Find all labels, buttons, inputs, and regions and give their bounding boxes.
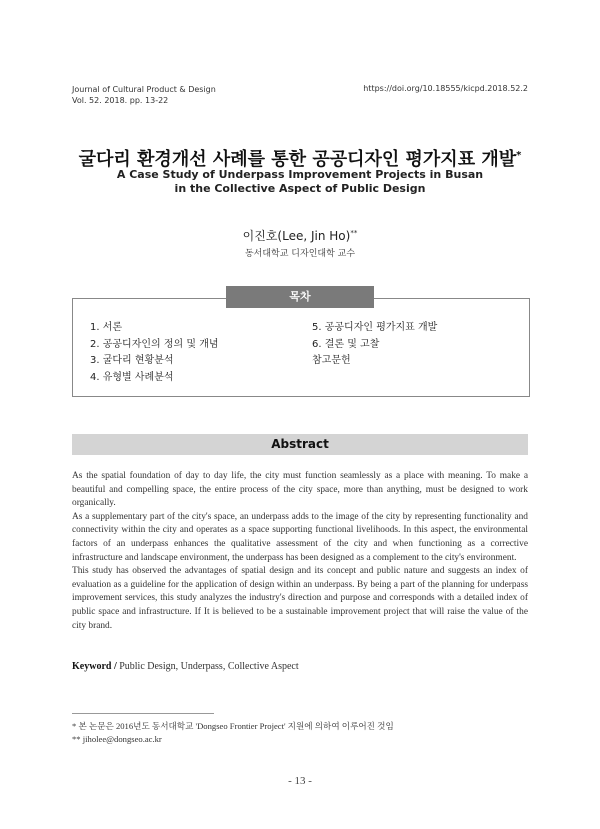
footnote-2-mark: ** bbox=[72, 734, 81, 744]
journal-volume: Vol. 52. 2018. pp. 13-22 bbox=[72, 96, 169, 105]
toc-heading: 목차 bbox=[226, 286, 374, 308]
author-affiliation: 동서대학교 디자인대학 교수 bbox=[244, 249, 356, 259]
toc-item: 2. 공공디자인의 정의 및 개념 bbox=[90, 338, 219, 350]
footnote-2-email[interactable]: jiholee@dongseo.ac.kr bbox=[82, 734, 162, 744]
author-footnote-mark: ** bbox=[350, 229, 358, 237]
journal-name: Journal of Cultural Product & Design bbox=[72, 85, 216, 94]
keyword-text: Public Design, Underpass, Collective Aspect bbox=[119, 661, 299, 672]
abstract-paragraph: As the spatial foundation of day to day life, the city must function seamlessly as a place with meaning. To make a beautiful and compelling space, the entire process of the city space, more than anything, must be designed to work organically. bbox=[72, 471, 528, 509]
footnote-1-mark: * bbox=[72, 721, 77, 731]
footnote-1-text: 본 논문은 2016년도 동서대학교 'Dongseo Frontier Project' 지원에 의하여 이루어진 것임 bbox=[78, 721, 394, 731]
doi-link[interactable]: https://doi.org/10.18555/kicpd.2018.52.2 bbox=[363, 84, 528, 93]
toc-item: 1. 서론 bbox=[90, 322, 123, 333]
abstract-paragraph: This study has observed the advantages of spatial design and its concept and public nature and suggests an index of evaluation as a guideline for the application of design within an underpass. By being a part of the planning for underpass improvement services, this study analyzes the industry's direction and purpose and corresponds with a detailed index of public space and infrastructure. If It is believed to be a sustainable improvement project that will raise the value of the city brand. bbox=[72, 566, 528, 631]
abstract-paragraph: As a supplementary part of the city's space, an underpass adds to the image of the city by representing functionality and connectivity within the city and operates as a space supporting functional livelihoods. In this aspect, the environmental factors of an underpass enhances the qualitative assessment of the city and when functioning as a corrective infrastructure and landscape environment, the underpass has been designed as a complement to the city's environment. bbox=[72, 511, 528, 563]
author-name: 이진호(Lee, Jin Ho) bbox=[242, 229, 351, 243]
toc-item: 3. 굴다리 현황분석 bbox=[90, 355, 174, 366]
footnote-divider bbox=[72, 713, 214, 714]
journal-header bbox=[72, 84, 216, 106]
title-english-line2: in the Collective Aspect of Public Design bbox=[174, 182, 426, 195]
title-footnote-mark: * bbox=[516, 150, 522, 161]
toc-item: 5. 공공디자인 평가지표 개발 bbox=[312, 322, 438, 333]
title-english bbox=[0, 168, 600, 196]
toc-item: 4. 유형별 사례분석 bbox=[90, 371, 174, 383]
keyword-label: Keyword / bbox=[72, 661, 117, 672]
abstract-body bbox=[72, 470, 528, 633]
author bbox=[0, 227, 600, 244]
footnote-1 bbox=[72, 720, 394, 732]
toc-right-column bbox=[312, 320, 437, 370]
toc-left-column bbox=[90, 320, 219, 386]
abstract-heading: Abstract bbox=[72, 434, 528, 455]
keywords bbox=[72, 661, 299, 672]
title-english-line1: A Case Study of Underpass Improvement Projects in Busan bbox=[116, 168, 484, 181]
toc-item: 6. 결론 및 고찰 bbox=[312, 338, 380, 350]
toc-item: 참고문헌 bbox=[312, 355, 351, 366]
title-korean-text: 굴다리 환경개선 사례를 통한 공공디자인 평가지표 개발 bbox=[78, 149, 517, 170]
footnote-2 bbox=[72, 734, 162, 744]
page-number: - 13 - bbox=[288, 775, 312, 787]
